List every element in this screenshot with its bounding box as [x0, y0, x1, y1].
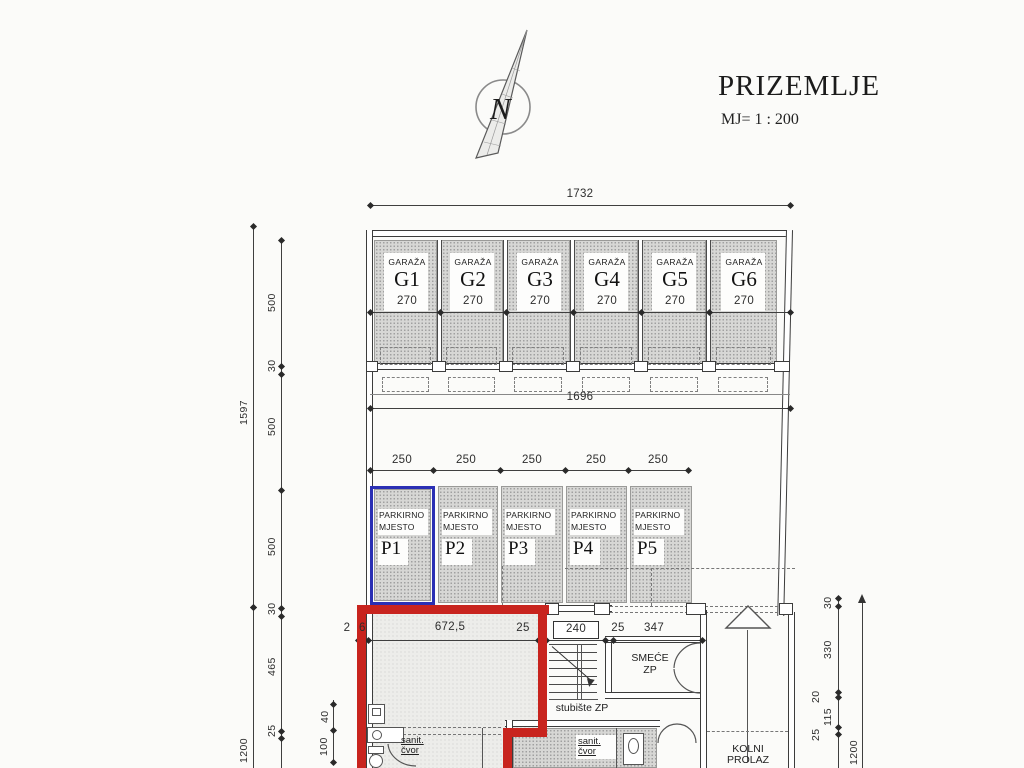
garage-door-dashed: [512, 347, 564, 365]
dim-tick: [278, 613, 285, 620]
north-compass: [452, 20, 564, 172]
wall-top-boundary: [366, 230, 790, 237]
toilet-tank: [368, 746, 384, 754]
wall-right-boundary-slanted: [777, 230, 793, 616]
dim-tick: [835, 694, 842, 701]
dim-tick: [367, 202, 374, 209]
dim-tick: [625, 467, 632, 474]
stair-bottom-line: [549, 699, 598, 700]
stair-rail-line: [577, 644, 578, 699]
garage-type-label: GARAŽA: [725, 257, 763, 267]
unit-outline-top: [357, 605, 549, 614]
wall-right-boundary-lower: [788, 612, 795, 768]
dim-tick: [430, 467, 437, 474]
garage-divider: [638, 240, 643, 366]
garage-width-label: 270: [462, 295, 484, 307]
partition-wall-line: [616, 728, 617, 768]
parking-type-line2: MJESTO: [506, 522, 542, 532]
dim-label-left-total-lower: 1200: [238, 738, 250, 764]
staircase-treads: [549, 644, 597, 699]
dim-label-stair-width-boxed: 240: [553, 621, 599, 639]
dim-label-left-chain: 500: [266, 417, 278, 437]
parking-type-line1: PARKIRNO: [379, 510, 425, 520]
waste-room-door-arcs-icon: [670, 641, 702, 695]
sanitary-right-label-line2: čvor: [578, 746, 596, 757]
staircase-label: stubište ZP: [555, 702, 609, 714]
garage-type-label: GARAŽA: [588, 257, 626, 267]
dim-label-right-total-lower: 1200: [848, 740, 860, 766]
parking-id: P3: [508, 538, 529, 559]
dim-tick: [330, 759, 337, 766]
apron-dashed: [448, 377, 495, 392]
dim-line-right-outer: [862, 598, 863, 768]
dim-tick: [562, 467, 569, 474]
scale-label: MJ= 1 : 200: [721, 111, 799, 128]
dim-label-room: 672,5: [434, 621, 466, 633]
dim-arrow-up-icon: [858, 594, 866, 603]
garage-width-label: 270: [396, 295, 418, 307]
wall-pier: [566, 361, 580, 372]
sanitary-right-label-line1: sanit.: [578, 736, 601, 747]
unit-outline-right: [538, 605, 547, 737]
wall-sanitary-right-top: [505, 720, 660, 727]
wall-pier: [774, 361, 790, 372]
dim-tick: [278, 487, 285, 494]
dim-label-pavement-width: 1696: [566, 391, 594, 403]
garage-door-dashed: [380, 347, 431, 365]
dim-tick: [278, 605, 285, 612]
wall-pier: [779, 603, 793, 615]
wall-pier: [432, 361, 446, 372]
dim-label-left-chain: 465: [266, 657, 278, 677]
dim-line-pavement: [370, 408, 790, 409]
dim-label-left-chain: 500: [266, 537, 278, 557]
dim-line-left-small: [333, 700, 334, 764]
sanitary-left-label-line2: čvor: [401, 745, 419, 756]
dim-tick: [685, 467, 692, 474]
dim-label-left-chain: 30: [266, 602, 278, 616]
unit-outline-step-v: [503, 728, 512, 768]
parking-type-line2: MJESTO: [635, 522, 671, 532]
dim-label-room: 25: [611, 622, 625, 634]
wall-pier: [686, 603, 706, 615]
sanitary-left-label-line1: sanit.: [401, 735, 424, 746]
garage-type-label: GARAŽA: [656, 257, 694, 267]
dim-label-left-chain: 30: [266, 359, 278, 373]
dim-label-left-small: 40: [319, 710, 331, 724]
garage-id: G1: [394, 267, 420, 291]
dim-line-left-inner: [281, 240, 282, 768]
parking-width-label: 250: [455, 454, 477, 466]
stair-direction-arrow-icon: [585, 678, 594, 687]
garage-width-label: 270: [664, 295, 686, 307]
garage-divider: [570, 240, 575, 366]
parking-width-label: 250: [585, 454, 607, 466]
dim-tick: [835, 603, 842, 610]
wall-pier: [702, 361, 716, 372]
dashed-reference-line: [502, 566, 503, 606]
garage-divider: [503, 240, 508, 366]
wall-pier: [366, 361, 378, 372]
garage-id: G4: [594, 267, 620, 291]
parking-type-line1: PARKIRNO: [635, 510, 681, 520]
page-title: PRIZEMLJE: [718, 70, 881, 102]
dim-tick: [250, 223, 257, 230]
dim-label-left-total-upper: 1597: [238, 400, 250, 426]
parking-width-label: 250: [647, 454, 669, 466]
dim-label-right-chain: 20: [810, 690, 822, 704]
toilet-bowl-icon: [628, 738, 639, 754]
dim-label-room: 25: [516, 622, 530, 634]
dim-tick: [835, 595, 842, 602]
garage-width-label: 270: [529, 295, 551, 307]
apron-dashed: [582, 377, 630, 392]
garage-id: G6: [731, 267, 757, 291]
dim-tick: [787, 202, 794, 209]
parking-type-line1: PARKIRNO: [571, 510, 617, 520]
parking-type-line1: PARKIRNO: [443, 510, 489, 520]
parking-type-line2: MJESTO: [379, 522, 415, 532]
parking-type-line2: MJESTO: [443, 522, 479, 532]
dim-line-parking-widths: [370, 470, 688, 471]
dim-tick: [250, 604, 257, 611]
garage-type-label: GARAŽA: [521, 257, 559, 267]
parking-width-label: 250: [391, 454, 413, 466]
parking-stall-p1-highlight: [370, 486, 435, 605]
driveway-label-line2: PROLAZ: [726, 754, 769, 766]
garage-id: G3: [527, 267, 553, 291]
dim-label-right-chain: 30: [822, 596, 834, 610]
dim-tick: [278, 237, 285, 244]
dim-label-left-chain: 25: [266, 724, 278, 738]
garage-door-dashed: [648, 347, 700, 365]
dim-label-left-chain: 500: [266, 293, 278, 313]
dim-label-room: 26: [343, 622, 375, 634]
parking-id: P1: [381, 538, 402, 559]
dim-label-right-chain: 330: [822, 640, 834, 660]
dim-tick: [497, 467, 504, 474]
dim-tick: [330, 727, 337, 734]
sink-basin-icon: [372, 730, 382, 740]
dim-line-left-outer-upper: [253, 226, 254, 607]
garage-width-label: 270: [733, 295, 755, 307]
garage-id: G5: [662, 267, 688, 291]
garage-type-label: GARAŽA: [388, 257, 426, 267]
apron-dashed: [718, 377, 768, 392]
dashed-reference-line: [707, 731, 788, 732]
garage-door-dashed: [580, 347, 632, 365]
dim-label-room: 347: [643, 622, 665, 634]
garage-width-label: 270: [596, 295, 618, 307]
dim-line-garage-widths: [370, 312, 790, 313]
dim-line-top: [370, 205, 790, 206]
apron-dashed: [382, 377, 429, 392]
parking-id: P2: [445, 538, 466, 559]
dim-label-right-chain: 115: [822, 708, 834, 726]
dim-line-right-inner: [838, 598, 839, 768]
dim-tick: [278, 363, 285, 370]
garage-type-label: GARAŽA: [454, 257, 492, 267]
dim-tick: [835, 731, 842, 738]
parking-type-line2: MJESTO: [571, 522, 607, 532]
garage-divider: [437, 240, 442, 366]
driveway-label-line1: KOLNI: [732, 743, 764, 755]
dim-label-top-width: 1732: [566, 188, 594, 200]
wall-pier: [634, 361, 648, 372]
garage-divider: [706, 240, 711, 366]
garage-door-dashed: [716, 347, 771, 365]
dashed-reference-line: [565, 568, 795, 569]
dim-line-room-chain: [358, 640, 702, 641]
dim-label-right-chain: 25: [810, 728, 822, 742]
wall-pier: [594, 603, 610, 615]
driveway-arrow-head-icon: [724, 604, 772, 630]
parking-id: P5: [637, 538, 658, 559]
wall-pier: [499, 361, 513, 372]
dim-tick: [278, 735, 285, 742]
garage-door-dashed: [446, 347, 497, 365]
apron-dashed: [514, 377, 562, 392]
dim-line-left-outer-lower: [253, 607, 254, 768]
garage-id: G2: [460, 267, 486, 291]
parking-id: P4: [573, 538, 594, 559]
waste-room-label-line1: SMEĆE: [631, 652, 669, 664]
waste-room-label-line2: ZP: [643, 664, 657, 676]
parking-type-line1: PARKIRNO: [506, 510, 552, 520]
dim-tick: [278, 371, 285, 378]
toilet-bowl-icon: [369, 754, 383, 768]
sanitary-right-door-arcs-icon: [656, 722, 698, 750]
dashed-reference-line: [651, 568, 652, 606]
dim-label-left-small: 100: [318, 737, 330, 757]
sanitary-cabinet-inner: [372, 708, 381, 716]
compass-n-letter: N: [490, 91, 511, 126]
parking-width-label: 250: [521, 454, 543, 466]
apron-dashed: [650, 377, 698, 392]
